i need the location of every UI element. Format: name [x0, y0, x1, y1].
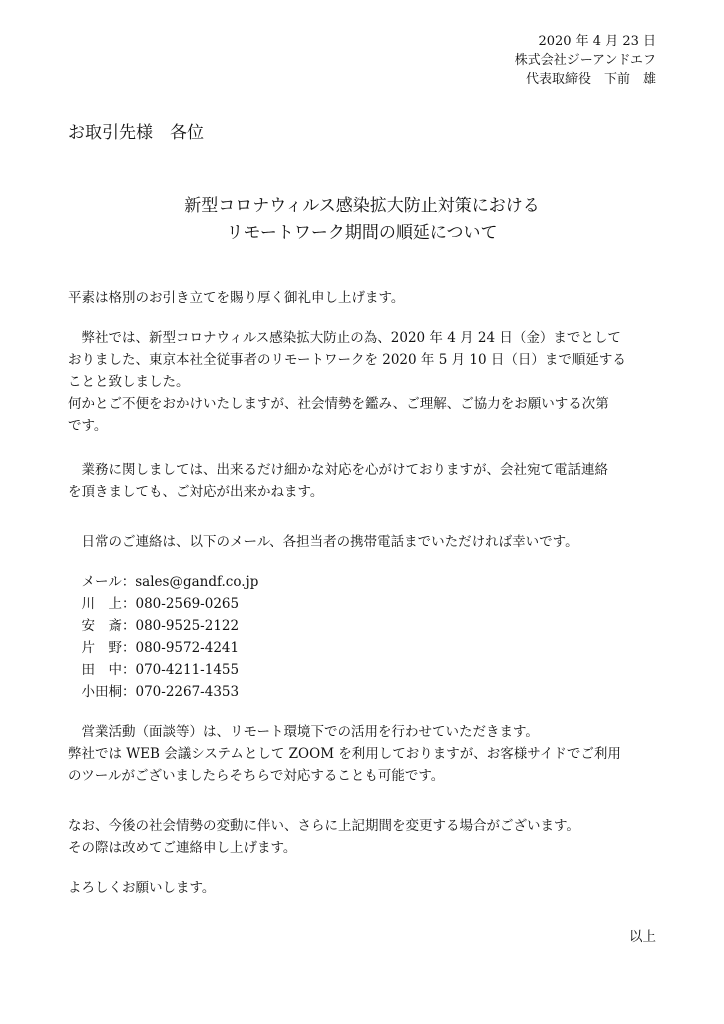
company-name: 株式会社ジーアンドエフ	[514, 53, 656, 68]
contact-separator: ：	[122, 596, 136, 612]
business-line: を頂きましても、ご対応が出来かねます。	[68, 484, 324, 500]
extension-line: 何かとご不便をおかけいたしますが、社会情勢を鑑み、ご理解、ご協力をお願いする次第	[68, 396, 609, 412]
regards-line: よろしくお願いします。	[68, 880, 216, 896]
extension-line: です。	[68, 418, 108, 434]
sales-line: 営業活動（面談等）は、リモート環境下での活用を行わせていただきます。	[81, 724, 539, 740]
contact-email-link[interactable]: sales@gandf.co.jp	[135, 574, 259, 590]
contact-separator: ：	[122, 662, 136, 678]
document-title	[0, 193, 724, 247]
contact-row-email	[68, 571, 658, 593]
contact-row	[68, 659, 658, 681]
letter-date: 2020 年 4 月 23 日	[538, 34, 656, 49]
notice-line: なお、今後の社会情勢の変動に伴い、さらに上記期間を変更する場合がございます。	[68, 818, 580, 834]
notice-line: その際は改めてご連絡申し上げます。	[68, 840, 297, 856]
contact-label: メール	[81, 574, 122, 590]
contact-separator: ：	[122, 618, 136, 634]
addressee: お取引先様 各位	[68, 123, 204, 143]
sales-paragraph	[68, 721, 658, 787]
closing-mark: 以上	[629, 929, 656, 945]
title-line-2: リモートワーク期間の順延について	[226, 223, 498, 243]
contact-phone: 080-2569-0265	[135, 596, 240, 612]
letter-header	[515, 32, 656, 89]
business-paragraph	[68, 459, 658, 503]
contact-row	[68, 593, 658, 615]
contact-label: 川 上	[81, 596, 122, 612]
regards-paragraph	[68, 877, 658, 899]
contact-row	[68, 637, 658, 659]
contact-separator: ：	[122, 684, 136, 700]
sales-line: 弊社では WEB 会議システムとして ZOOM を利用しておりますが、お客様サイドでご利用	[68, 746, 621, 762]
greeting-paragraph	[68, 287, 658, 309]
contact-label: 安 斎	[81, 618, 122, 634]
contact-row	[68, 615, 658, 637]
contact-list	[68, 571, 658, 703]
greeting-line: 平素は格別のお引き立てを賜り厚く御礼申し上げます。	[68, 290, 405, 306]
contact-label: 田 中	[81, 662, 122, 678]
extension-line: ことと致しました。	[68, 374, 190, 390]
contact-row	[68, 681, 658, 703]
representative-name: 代表取締役 下前 雄	[525, 72, 656, 87]
contact-phone: 070-2267-4353	[135, 684, 240, 700]
sales-line: のツールがございましたらそちらで対応することも可能です。	[68, 768, 445, 784]
contact-phone: 080-9525-2122	[135, 618, 240, 634]
extension-paragraph	[68, 327, 658, 437]
title-line-1: 新型コロナウィルス感染拡大防止対策における	[184, 196, 540, 216]
contact-intro-paragraph	[68, 531, 658, 553]
contact-separator: ：	[121, 574, 136, 590]
contact-label: 小田桐	[81, 684, 122, 700]
contact-phone: 070-4211-1455	[135, 662, 240, 678]
business-line: 業務に関しましては、出来るだけ細かな対応を心がけておりますが、会社宛て電話連絡	[81, 462, 608, 478]
contact-label: 片 野	[81, 640, 122, 656]
contact-phone: 080-9572-4241	[135, 640, 240, 656]
extension-line: 弊社では、新型コロナウィルス感染拡大防止の為、2020 年 4 月 24 日（金）までとして	[81, 330, 621, 346]
extension-line: おりました、東京本社全従事者のリモートワークを 2020 年 5 月 10 日（日）まで順延する	[68, 352, 626, 368]
contact-separator: ：	[122, 640, 136, 656]
notice-paragraph	[68, 815, 658, 859]
contact-intro-line: 日常のご連絡は、以下のメール、各担当者の携帯電話までいただければ幸いです。	[81, 534, 579, 550]
